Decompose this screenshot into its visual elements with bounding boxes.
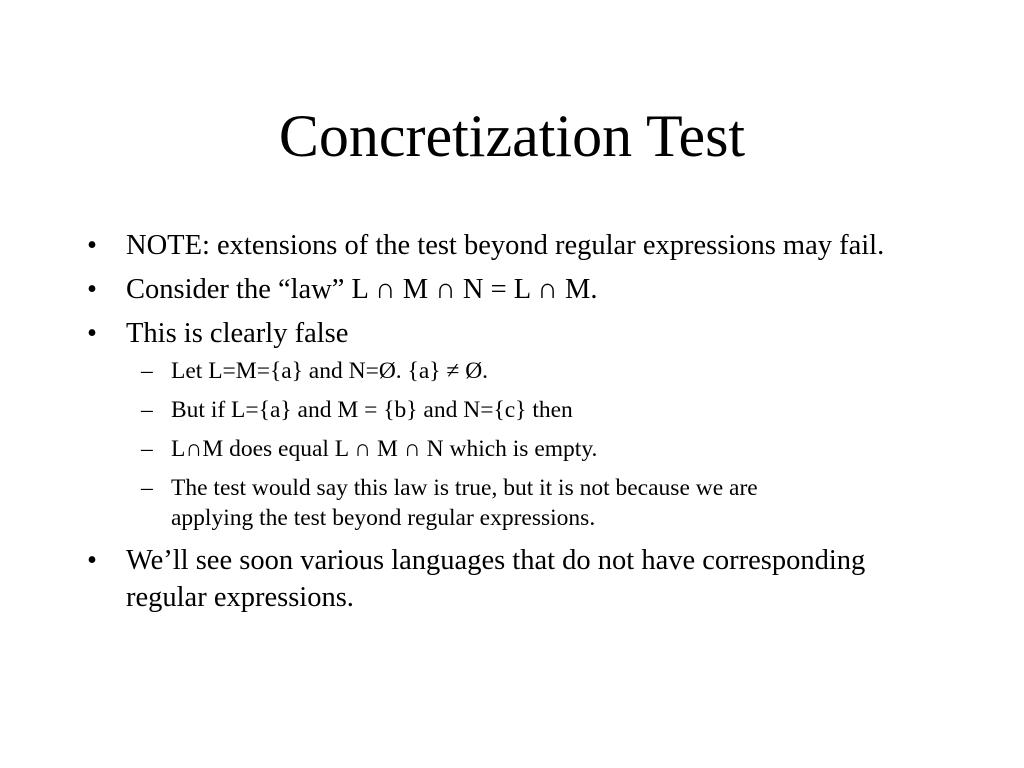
dash-marker: – bbox=[141, 475, 153, 501]
bullet-text: Consider the “law” L ∩ M ∩ N = L ∩ M. bbox=[126, 274, 598, 305]
bullet-text: This is clearly false bbox=[126, 318, 349, 349]
sub-bullet-list bbox=[0, 356, 924, 533]
sub-bullet-item bbox=[0, 356, 924, 386]
dash-marker: – bbox=[141, 358, 153, 384]
bullet-item bbox=[0, 542, 1024, 616]
bullet-item bbox=[0, 227, 1024, 264]
sub-bullet-text: But if L={a} and M = {b} and N={c} then bbox=[171, 397, 573, 423]
sub-bullet-text: L∩M does equal L ∩ M ∩ N which is empty. bbox=[171, 436, 598, 462]
sub-bullet-item bbox=[0, 434, 924, 464]
bullet-list bbox=[0, 227, 1024, 623]
slide-title: Concretization Test bbox=[278, 103, 746, 169]
sub-bullet-text: The test would say this law is true, but it is not because we are applying the test beyond regular expressions. bbox=[171, 475, 758, 531]
sub-bullet-item bbox=[0, 395, 924, 425]
bullet-item bbox=[0, 271, 1024, 308]
dash-marker: – bbox=[141, 436, 153, 462]
sub-bullet-item bbox=[0, 473, 924, 533]
sub-bullet-text: Let L=M={a} and N=Ø. {a} ≠ Ø. bbox=[171, 358, 489, 384]
bullet-text: We’ll see soon various languages that do not have corresponding regular expressions. bbox=[126, 545, 866, 613]
bullet-marker: • bbox=[87, 318, 97, 349]
dash-marker: – bbox=[141, 397, 153, 423]
bullet-marker: • bbox=[87, 230, 97, 261]
bullet-text: NOTE: extensions of the test beyond regular expressions may fail. bbox=[126, 230, 885, 261]
bullet-item bbox=[0, 315, 1024, 533]
bullet-marker: • bbox=[87, 545, 97, 576]
bullet-marker: • bbox=[87, 274, 97, 305]
